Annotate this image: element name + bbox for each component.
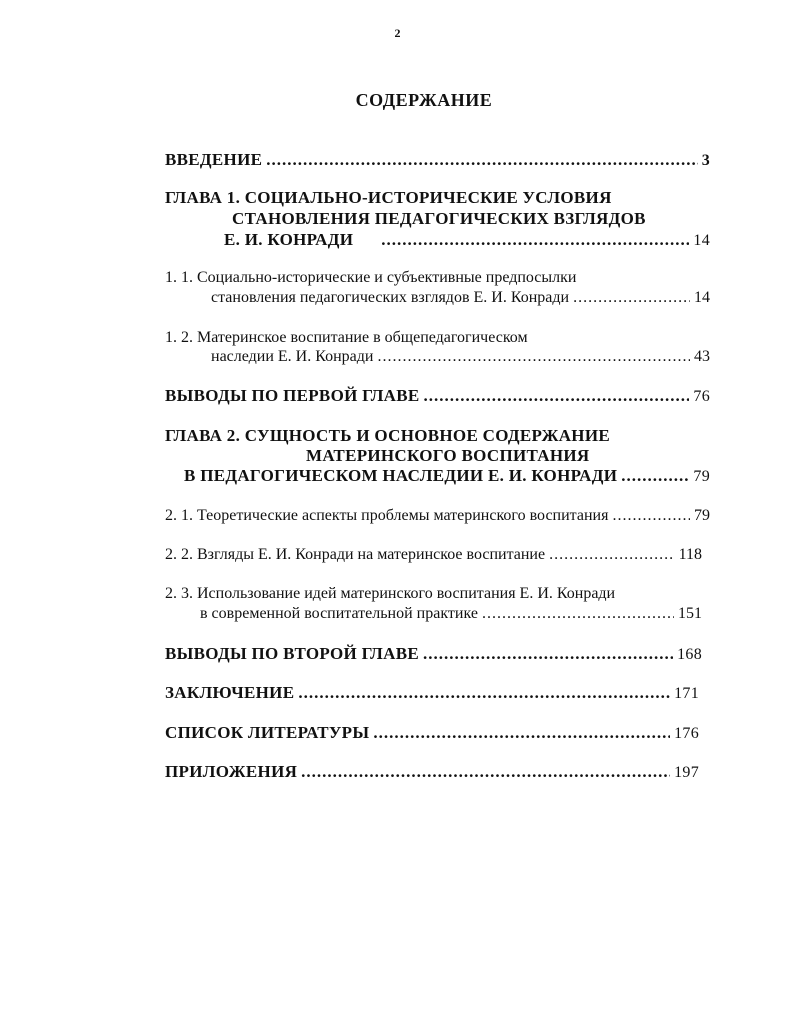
toc-label: В ПЕДАГОГИЧЕСКОМ НАСЛЕДИИ Е. И. КОНРАДИ [184,466,618,485]
toc-section-1-2-line1: 1. 2. Материнское воспитание в общепедагогическом [165,329,528,346]
toc-label: 2. 1. Теоретические аспекты проблемы материнского воспитания [165,507,609,524]
toc-leader [482,605,674,623]
toc-chapter1-line2: СТАНОВЛЕНИЯ ПЕДАГОГИЧЕСКИХ ВЗГЛЯДОВ [232,209,646,228]
toc-entry-section-1-1 [211,289,710,307]
toc-label: Е. И. КОНРАДИ [224,230,354,249]
toc-entry-chapter1 [224,230,710,250]
toc-page: 79 [693,468,710,485]
toc-leader [612,507,690,525]
toc-entry-conclusions1 [165,386,710,406]
toc-leader [377,348,690,366]
toc-page: 118 [678,546,702,563]
toc-leader [549,546,675,564]
toc-leader [373,723,670,743]
toc-leader [621,466,689,486]
toc-page: 43 [694,348,710,365]
toc-chapter2-line2: МАТЕРИНСКОГО ВОСПИТАНИЯ [306,446,590,465]
toc-leader [301,762,670,782]
toc-label: в современной воспитательной практике [200,605,478,622]
toc-page: 14 [693,232,710,249]
toc-label: 2. 2. Взгляды Е. И. Конради на материнское воспитание [165,546,546,563]
toc-label: наследии Е. И. Конради [211,348,374,365]
toc-page: 76 [693,388,710,405]
toc-label: ПРИЛОЖЕНИЯ [165,762,298,781]
toc-entry-section-2-3 [200,605,702,623]
toc-leader [266,150,697,170]
toc-entry-section-2-2 [165,546,702,564]
toc-leader [424,386,690,406]
page-number: 2 [394,26,401,40]
toc-entry-chapter2 [184,466,710,486]
toc-label: СПИСОК ЛИТЕРАТУРЫ [165,723,370,742]
toc-page: 14 [694,289,710,306]
toc-section-2-3-line1: 2. 3. Использование идей материнского воспитания Е. И. Конради [165,585,616,602]
toc-label: ВЫВОДЫ ПО ПЕРВОЙ ГЛАВЕ [165,386,420,405]
toc-entry-bibliography [165,723,699,743]
toc-page: 176 [674,725,699,742]
toc-page: 79 [694,507,710,524]
toc-leader [298,683,670,703]
toc-label: ВВЕДЕНИЕ [165,150,263,169]
toc-page: 168 [677,646,702,663]
toc-entry-introduction [165,150,710,170]
toc-chapter2-line1: ГЛАВА 2. СУЩНОСТЬ И ОСНОВНОЕ СОДЕРЖАНИЕ [165,426,610,445]
toc-entry-section-2-1 [165,507,710,525]
toc-label: ВЫВОДЫ ПО ВТОРОЙ ГЛАВЕ [165,644,419,663]
toc-entry-appendices [165,762,699,782]
toc-page: 3 [701,152,710,169]
toc-chapter1-line1: ГЛАВА 1. СОЦИАЛЬНО-ИСТОРИЧЕСКИЕ УСЛОВИЯ [165,188,612,207]
toc-leader [381,230,689,250]
toc-entry-conclusions2 [165,644,702,664]
toc-page: 151 [678,605,702,622]
toc-label: становления педагогических взглядов Е. И. Конради [211,289,570,306]
toc-page: 197 [674,764,699,781]
toc-entry-section-1-2 [211,348,710,366]
toc-leader [423,644,673,664]
page-title: СОДЕРЖАНИЕ [355,90,493,110]
toc-leader [573,289,690,307]
toc-page: 171 [674,685,699,702]
toc-label: ЗАКЛЮЧЕНИЕ [165,683,295,702]
toc-section-1-1-line1: 1. 1. Социально-исторические и субъективные предпосылки [165,269,577,286]
toc-entry-conclusion [165,683,699,703]
